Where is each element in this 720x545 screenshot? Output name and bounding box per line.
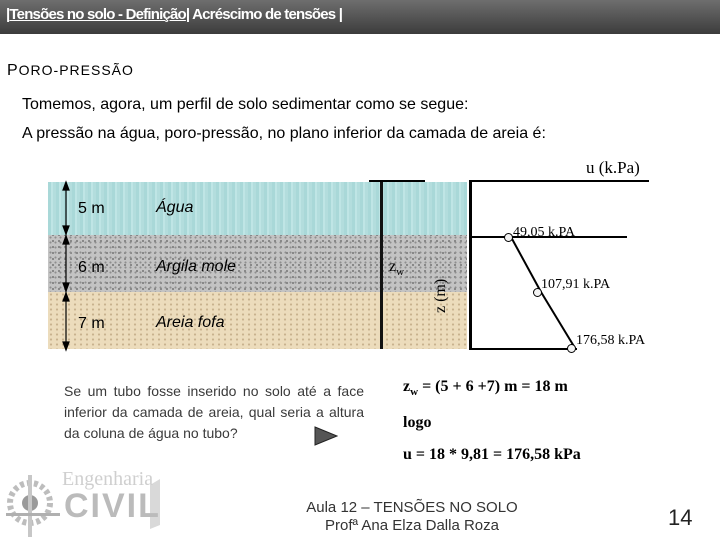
water-surface-line [369, 180, 425, 182]
clay-layer [48, 235, 467, 292]
point-49 [504, 233, 513, 242]
intro-line-1: Tomemos, agora, um perfil de solo sedimentar como se segue: [22, 96, 469, 113]
u-axis-label: u (k.Pa) [586, 158, 640, 177]
breadcrumb-current: Acréscimo de tensões | [189, 6, 343, 23]
logo-civil: CIVIL [64, 487, 161, 525]
footer-line-1: Aula 12 – TENSÕES NO SOLO [306, 499, 518, 516]
engenharia-civil-logo [0, 465, 175, 540]
value-176: 176,58 k.PA [576, 333, 646, 348]
calc-zw: $z_w = (5 + 6 +7) m = 18$ m [403, 378, 568, 399]
calc-u: u = 18 * 9,81 = 176,58 kPa [403, 446, 581, 463]
water-label: Água [156, 199, 194, 216]
sand-layer [48, 292, 467, 349]
logo-engenharia: Engenharia [62, 468, 154, 490]
clay-label: Argila mole [156, 258, 237, 275]
u-axis-line [469, 180, 649, 182]
page-number: 14 [668, 505, 693, 530]
arrow-right-icon[interactable] [314, 426, 338, 446]
sand-label: Areia fofa [156, 314, 225, 331]
section-title: PORO-PRESSÃO [7, 62, 134, 79]
z-axis-label: z (m) [432, 278, 449, 313]
question-text: Se um tubo fosse inserido no solo até a face inferior da camada de areia, qual seria a altura da coluna de água no tubo? [64, 383, 364, 441]
zw-label: $z_w$ [389, 258, 405, 279]
clay-thickness: 6 m [78, 259, 105, 276]
value-49: 49,05 k.PA [513, 225, 576, 240]
water-layer [48, 182, 467, 235]
thickness-markers [56, 180, 76, 352]
footer-line-2: Profª Ana Elza Dalla Roza [325, 517, 499, 534]
value-107: 107,91 k.PA [541, 277, 611, 292]
title-bar [0, 0, 720, 34]
calc-logo-word: logo [403, 414, 432, 431]
breadcrumb-link-definicao[interactable]: Tensões no solo - Definição [9, 6, 186, 23]
sand-thickness: 7 m [78, 315, 105, 332]
pressure-diagonal [469, 234, 581, 352]
intro-line-2: A pressão na água, poro-pressão, no plano inferior da camada de areia é: [22, 125, 546, 142]
footer [292, 499, 532, 535]
water-thickness: 5 m [78, 200, 105, 217]
point-176 [567, 344, 576, 353]
breadcrumb: |Tensões no solo - Definição| Acréscimo de tensões | [6, 6, 343, 23]
piezometer-tube [380, 182, 383, 349]
